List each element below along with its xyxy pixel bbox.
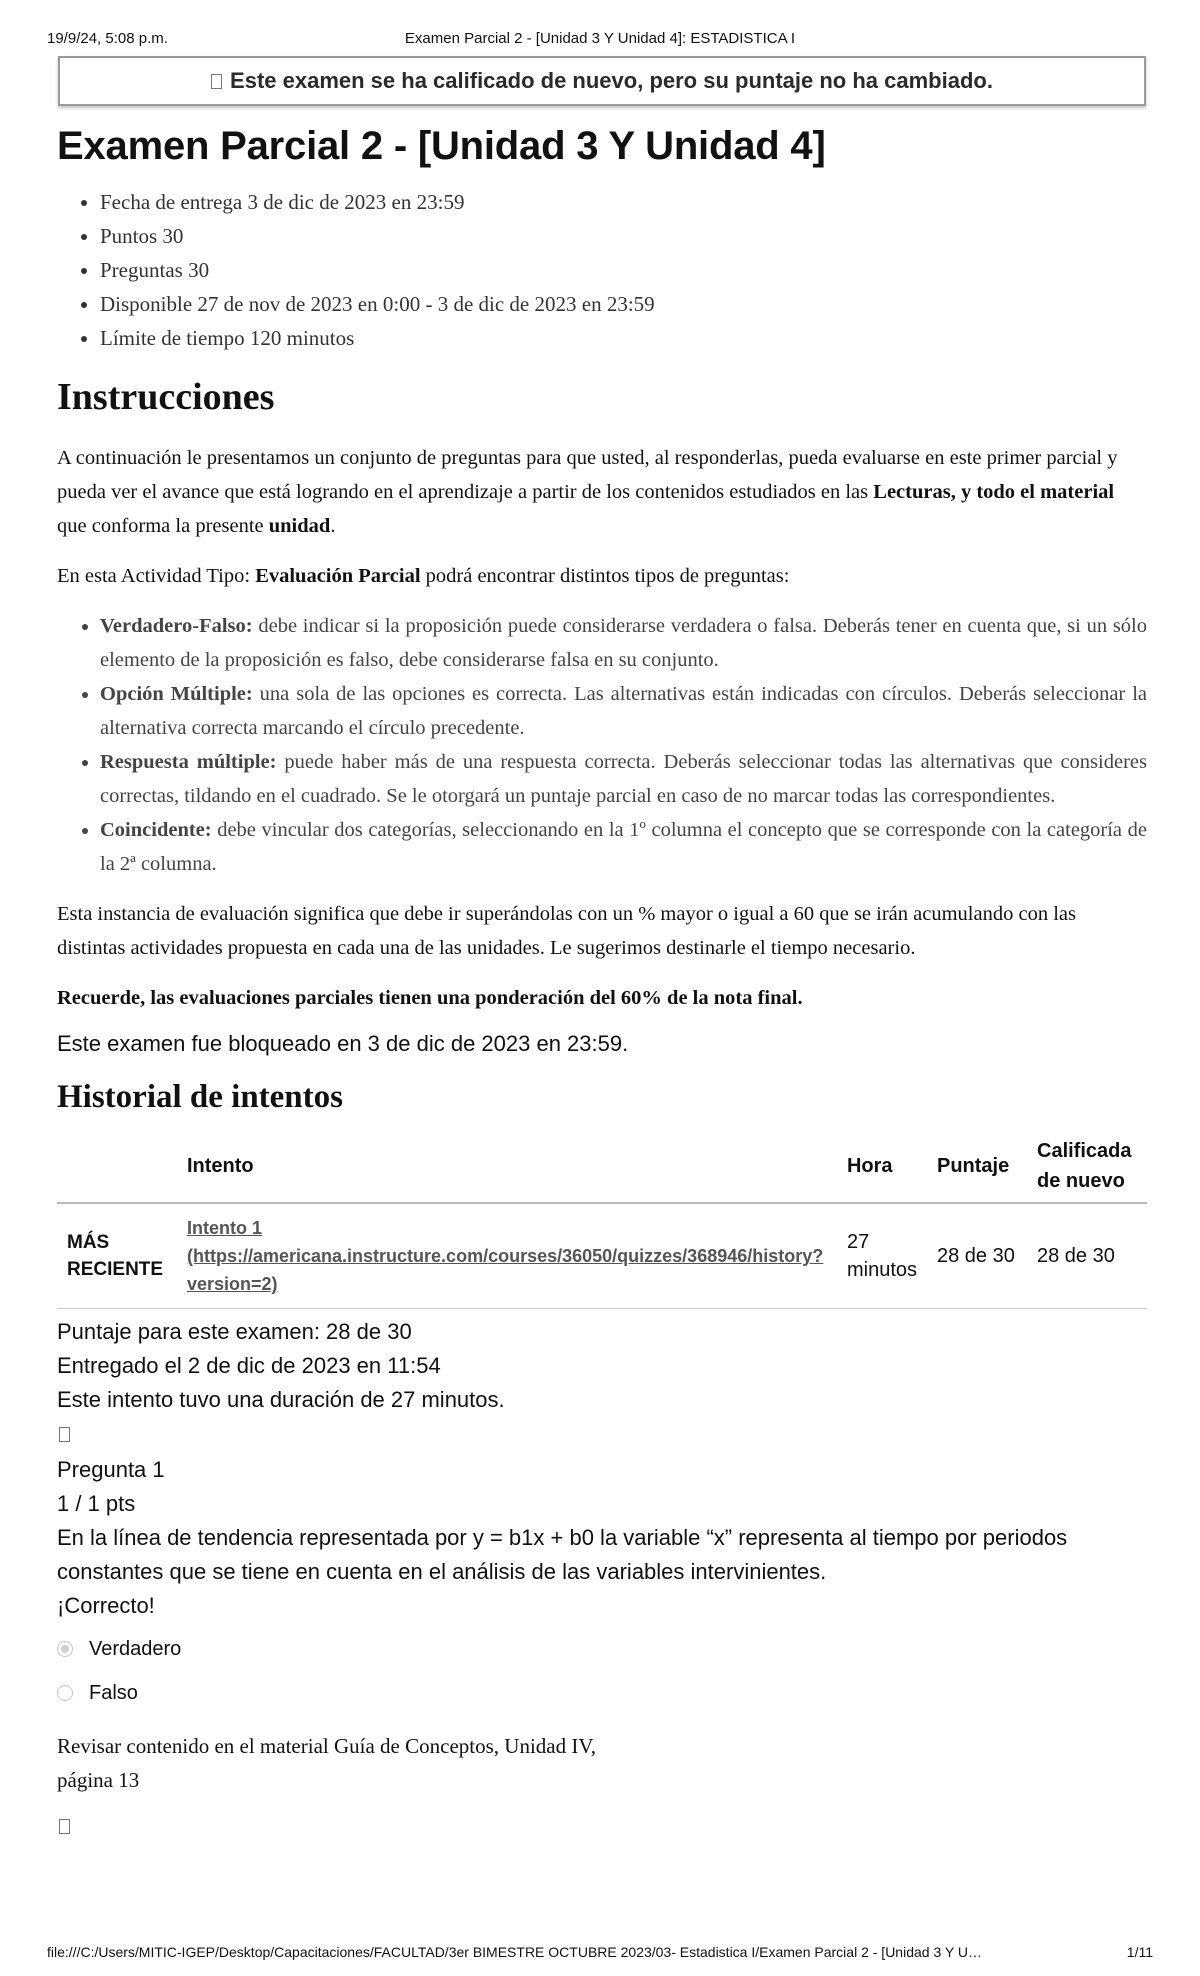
table-header-row bbox=[57, 1130, 1147, 1203]
availability: • Disponible 27 de nov de 2023 en 0:00 - 3 de dic de 2023 en 23:59 bbox=[100, 287, 1147, 321]
review-line-1: Revisar contenido en el material Guía de Conceptos, Unidad IV, bbox=[57, 1734, 597, 1758]
page-number: 1/11 bbox=[1126, 1944, 1153, 1960]
p2-text-a: En esta Actividad Tipo: bbox=[57, 565, 256, 587]
question-1 bbox=[57, 1453, 1147, 1623]
missing-glyph-icon bbox=[211, 74, 222, 89]
p1-text-e: . bbox=[330, 515, 336, 537]
type-description: debe indicar si la proposición puede considerarse verdadera o falsa. Deberás tener en cuenta que, si un sólo elemento de la proposición es falso, debe considerarse falsa en su conjunto. bbox=[100, 615, 1147, 671]
question-result: ¡Correcto! bbox=[57, 1593, 155, 1618]
col-attempt: Intento bbox=[177, 1130, 837, 1203]
time-limit: • Límite de tiempo 120 minutos bbox=[100, 321, 1147, 355]
col-label bbox=[57, 1130, 177, 1203]
radio-selected-icon[interactable] bbox=[57, 1641, 73, 1657]
attempt-duration: Este intento tuvo una duración de 27 minutos. bbox=[57, 1387, 505, 1412]
main-content bbox=[57, 120, 1147, 1845]
type-label: Respuesta múltiple: bbox=[100, 751, 277, 773]
question-points: 1 / 1 pts bbox=[57, 1491, 136, 1516]
type-label: Verdadero-Falso: bbox=[100, 615, 253, 637]
attempt-history-table bbox=[57, 1130, 1147, 1309]
p1-text-c: que conforma la presente bbox=[57, 515, 269, 537]
review-line-2: página 13 bbox=[57, 1768, 140, 1792]
flag-question-icon[interactable] bbox=[59, 1427, 70, 1442]
attempt-score: 28 de 30 bbox=[927, 1203, 1027, 1309]
attempt-1-link[interactable] bbox=[187, 1218, 823, 1294]
instructions-heading: Instrucciones bbox=[57, 376, 275, 418]
attempt-regraded: 28 de 30 bbox=[1027, 1203, 1147, 1309]
radio-unselected-icon[interactable] bbox=[57, 1685, 73, 1701]
col-score: Puntaje bbox=[927, 1130, 1027, 1203]
p1-bold-d: unidad bbox=[268, 515, 331, 537]
type-description: debe vincular dos categorías, seleccionando en la 1º columna el concepto que se corresponde con la categoría de la 2ª columna. bbox=[100, 819, 1147, 875]
instructions-paragraph-2 bbox=[57, 559, 1147, 593]
question-count: • Preguntas 30 bbox=[100, 253, 1147, 287]
type-multiple-answer bbox=[100, 745, 1147, 813]
option-false[interactable] bbox=[57, 1671, 1147, 1715]
attempt-time: 27 minutos bbox=[837, 1203, 927, 1309]
col-regraded: Calificada de nuevo bbox=[1027, 1130, 1147, 1203]
quiz-title: Examen Parcial 2 - [Unidad 3 Y Unidad 4] bbox=[57, 124, 826, 168]
locked-notice: Este examen fue bloqueado en 3 de dic de 2023 en 23:59. bbox=[57, 1031, 629, 1056]
regrade-notice-text: Este examen se ha calificado de nuevo, pero su puntaje no ha cambiado. bbox=[230, 68, 993, 93]
points: • Puntos 30 bbox=[100, 219, 1147, 253]
attempt-summary bbox=[57, 1315, 1147, 1417]
most-recent-label: MÁS RECIENTE bbox=[57, 1203, 177, 1309]
col-time: Hora bbox=[837, 1130, 927, 1203]
p1-bold-b: Lecturas, y todo el material bbox=[873, 481, 1115, 503]
type-description: una sola de las opciones es correcta. Las alternativas están indicadas con círculos. Deberás seleccionar la alternativa correcta marcando el círculo precedente. bbox=[100, 683, 1147, 739]
final-score: Puntaje para este examen: 28 de 30 bbox=[57, 1319, 412, 1344]
type-true-false bbox=[100, 609, 1147, 677]
submitted-date: Entregado el 2 de dic de 2023 en 11:54 bbox=[57, 1353, 441, 1378]
quiz-details-list bbox=[57, 185, 1147, 355]
question-label: Pregunta 1 bbox=[57, 1457, 165, 1482]
option-true[interactable] bbox=[57, 1627, 1147, 1671]
p2-bold-b: Evaluación Parcial bbox=[255, 565, 421, 587]
regrade-notice-banner bbox=[58, 56, 1146, 106]
attempt-history-heading: Historial de intentos bbox=[57, 1079, 343, 1115]
question-types-list bbox=[57, 609, 1147, 881]
type-label: Opción Múltiple: bbox=[100, 683, 253, 705]
option-label: Verdadero bbox=[89, 1637, 182, 1660]
print-header bbox=[47, 30, 1153, 50]
attempt-link-text[interactable]: Intento 1 bbox=[187, 1218, 262, 1238]
review-note bbox=[57, 1729, 1147, 1797]
print-document-title: Examen Parcial 2 - [Unidad 3 Y Unidad 4]: ESTADISTICA I bbox=[404, 30, 796, 47]
print-date: 19/9/24, 5:08 p.m. bbox=[47, 30, 168, 47]
due-date: • Fecha de entrega 3 de dic de 2023 en 23:59 bbox=[100, 185, 1147, 219]
question-text: En la línea de tendencia representada por y = b1x + b0 la variable “x” representa al tiempo por periodos constantes que se tiene en cuenta en el análisis de las variables intervinientes. bbox=[57, 1525, 1068, 1584]
instructions-paragraph-4: Recuerde, las evaluaciones parciales tienen una ponderación del 60% de la nota final. bbox=[57, 987, 803, 1009]
option-label: Falso bbox=[89, 1681, 138, 1704]
attempt-cell bbox=[177, 1203, 837, 1309]
type-matching bbox=[100, 813, 1147, 881]
type-description: puede haber más de una respuesta correcta. Deberás seleccionar todas las alternativas que consideres correctas, tildando en el cuadrado. Se le otorgará un puntaje parcial en caso de no marcar todas las correspondientes. bbox=[100, 751, 1147, 807]
type-multiple-choice bbox=[100, 677, 1147, 745]
file-path: file:///C:/Users/MITIC-IGEP/Desktop/Capacitaciones/FACULTAD/3er BIMESTRE OCTUBRE 2023/03- Estadistica I/Examen Parcial 2 - [Unidad 3 Y U… bbox=[47, 1944, 982, 1960]
table-row bbox=[57, 1203, 1147, 1309]
p1-text-a: A continuación le presentamos un conjunto de preguntas para que usted, al responderlas, pueda evaluarse en este primer parcial y pueda ver el avance que está logrando en el aprendizaje a partir de los contenidos estudiados en las bbox=[57, 447, 1118, 503]
answer-options bbox=[57, 1627, 1147, 1715]
attempt-link-url[interactable]: (https://americana.instructure.com/courses/36050/quizzes/368946/history?version=2) bbox=[187, 1246, 824, 1294]
type-label: Coincidente: bbox=[100, 819, 212, 841]
instructions-paragraph-1 bbox=[57, 441, 1147, 543]
p2-text-c: podrá encontrar distintos tipos de preguntas: bbox=[420, 565, 790, 587]
flag-question-icon[interactable] bbox=[59, 1819, 70, 1834]
instructions-paragraph-3: Esta instancia de evaluación significa que debe ir superándolas con un % mayor o igual a 60 que se irán acumulando con las distintas actividades propuesta en cada una de las unidades. Le sugerimos destinarle el tiempo necesario. bbox=[57, 903, 1076, 959]
